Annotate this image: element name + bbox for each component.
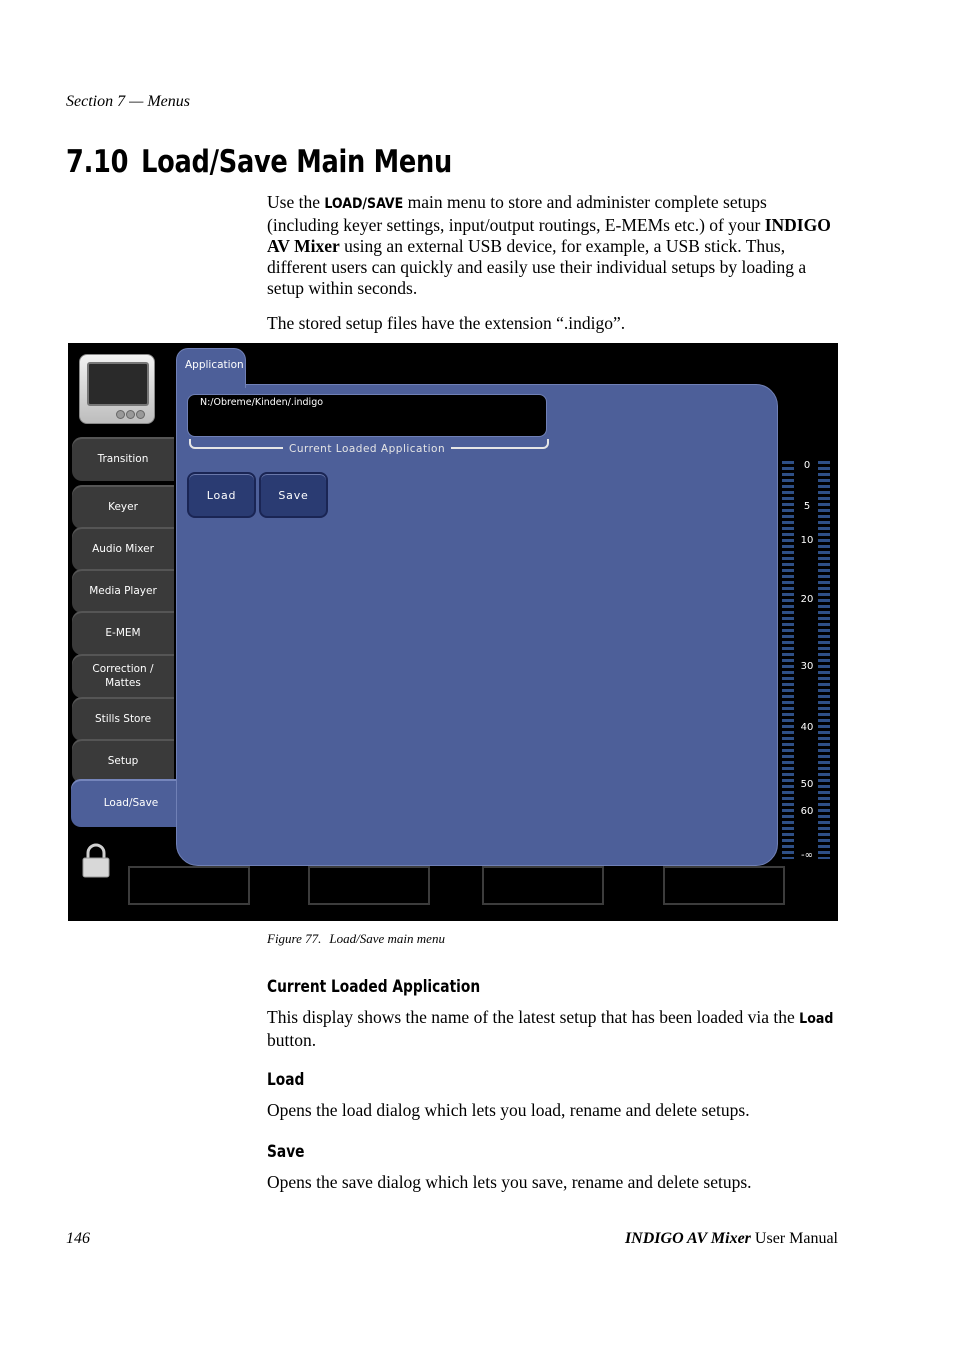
meter-scale-label: 5 bbox=[803, 501, 811, 512]
softkey-2[interactable] bbox=[308, 866, 430, 905]
section-title: Load/Save Main Menu bbox=[141, 144, 453, 180]
intro-keyword: LOAD/SAVE bbox=[324, 196, 404, 212]
load-save-screenshot bbox=[68, 343, 838, 921]
sidebar-item-stills-store[interactable]: Stills Store bbox=[72, 697, 174, 741]
section-number: 7.10 bbox=[66, 144, 129, 180]
audio-meter-right bbox=[818, 461, 830, 859]
running-head: Section 7 — Menus bbox=[66, 93, 190, 110]
subheading-current-loaded: Current Loaded Application bbox=[267, 977, 481, 997]
intro-product: INDIGO AV Mixer bbox=[267, 215, 831, 256]
intro-text-1: Use the bbox=[267, 192, 325, 212]
meter-scale-label: 40 bbox=[800, 722, 814, 733]
meter-scale-label: 50 bbox=[800, 779, 814, 790]
extension-note: The stored setup files have the extension “.indigo”. bbox=[267, 313, 626, 333]
current-loaded-label: Current Loaded Application bbox=[283, 443, 451, 455]
load-description: Opens the load dialog which lets you load, rename and delete setups. bbox=[267, 1100, 750, 1120]
sidebar-item-keyer[interactable]: Keyer bbox=[72, 485, 174, 529]
softkey-3[interactable] bbox=[482, 866, 604, 905]
save-button[interactable]: Save bbox=[259, 472, 328, 518]
intro-paragraph bbox=[267, 192, 842, 299]
footer-title: INDIGO AV Mixer User Manual bbox=[624, 1230, 838, 1247]
monitor-icon bbox=[79, 354, 155, 424]
subheading-save: Save bbox=[267, 1142, 305, 1162]
sidebar-item-audio-mixer[interactable]: Audio Mixer bbox=[72, 527, 174, 571]
sidebar-item-load-save[interactable]: Load/Save bbox=[71, 779, 191, 827]
meter-scale-label: 30 bbox=[800, 661, 814, 672]
save-description: Opens the save dialog which lets you save, rename and delete setups. bbox=[267, 1172, 752, 1192]
intro-text-3: using an external USB device, for example, a USB stick. Thus, different users can quickly and easily use their individual setups by loading a setup within seconds. bbox=[267, 236, 807, 298]
current-loaded-description: This display shows the name of the latest setup that has been loaded via the Load button. bbox=[267, 1007, 834, 1050]
meter-scale-label: 60 bbox=[800, 806, 814, 817]
sidebar-item-correction-mattes[interactable]: Correction / Mattes bbox=[72, 654, 174, 698]
sidebar-item-media-player[interactable]: Media Player bbox=[72, 569, 174, 613]
tab-application[interactable]: Application bbox=[176, 348, 246, 388]
application-panel bbox=[176, 384, 778, 866]
meter-scale-label: 0 bbox=[803, 460, 811, 471]
figure-caption: Figure 77. Load/Save main menu bbox=[267, 931, 445, 946]
meter-scale-label: 10 bbox=[800, 535, 814, 546]
sidebar-item-e-mem[interactable]: E-MEM bbox=[72, 611, 174, 655]
current-application-display: N:/Obreme/Kinden/.indigo bbox=[187, 394, 547, 437]
meter-scale-label: -∞ bbox=[801, 850, 813, 861]
softkey-1[interactable] bbox=[128, 866, 250, 905]
softkey-4[interactable] bbox=[663, 866, 785, 905]
load-button[interactable]: Load bbox=[187, 472, 256, 518]
section-heading bbox=[66, 144, 452, 180]
meter-scale-label: 20 bbox=[800, 594, 814, 605]
sidebar-item-setup[interactable]: Setup bbox=[72, 739, 174, 783]
subheading-load: Load bbox=[267, 1070, 305, 1090]
page-number: 146 bbox=[66, 1230, 90, 1247]
audio-meter-left bbox=[782, 461, 794, 859]
intro-text-2: main menu to store and administer complete setups (including keyer settings, input/output routings, E-MEMs etc.) of your bbox=[267, 192, 767, 235]
lock-icon[interactable] bbox=[81, 843, 111, 879]
sidebar-item-transition[interactable]: Transition bbox=[72, 437, 174, 481]
